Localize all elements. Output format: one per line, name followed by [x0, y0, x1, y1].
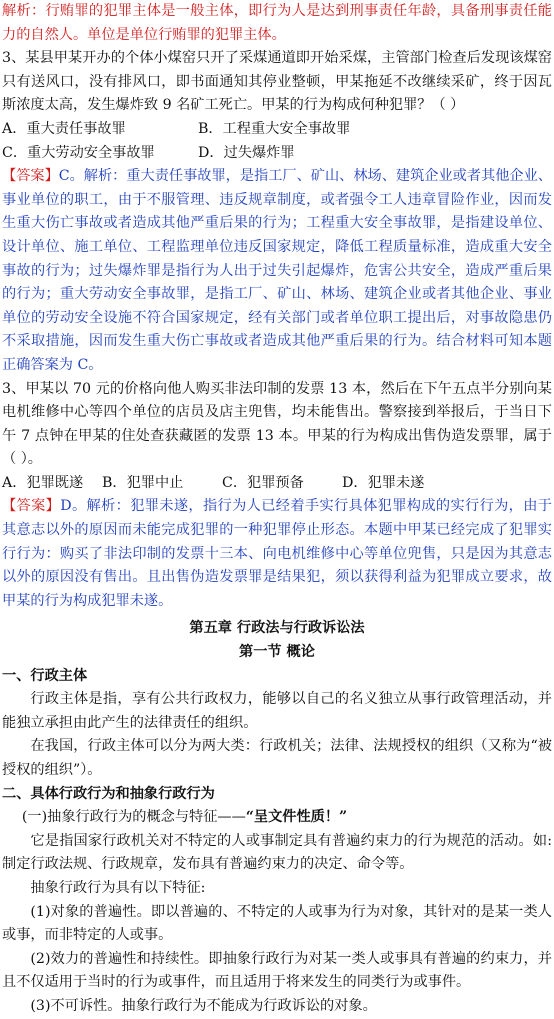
- question-3a-answer: [2, 165, 552, 377]
- subheading-abstract-act: [2, 806, 552, 830]
- subheading-text: (一)抽象行政行为的概念与特征——: [21, 809, 246, 826]
- section-title: 第一节 概论: [239, 644, 315, 661]
- question-3a-stem: 3、某县甲某开办的个体小煤窑只开了采煤通道即开始采煤，主管部门检查后发现该煤窑只有送风口，没有排风口，即书面通知其停业整顿，甲某拖延不改继续采矿，终于因瓦斯浓度太高，发生爆炸致 9 名矿工死亡。甲某的行为构成何种犯罪？（ ）: [2, 50, 552, 114]
- heading-administrative-acts: 二、具体行政行为和抽象行政行为: [2, 785, 215, 802]
- paragraph: 它是指国家行政机关对不特定的人或事制定具有普遍约束力的行为规范的活动。如:制定行政法规、行政规章，发布具有普遍约束力的决定、命令等。: [2, 832, 552, 873]
- option-c: C．犯罪预备: [222, 474, 304, 491]
- subheading-emphasis: “呈文件性质！”: [245, 809, 348, 826]
- answer-tag: 【答案】: [2, 498, 61, 515]
- heading-administrative-subject: 一、行政主体: [2, 667, 88, 684]
- option-d: D．犯罪未遂: [342, 474, 425, 491]
- question-3b-options: [2, 472, 552, 496]
- feature-item: (3)不可诉性。抽象行政行为不能成为行政诉讼的对象。: [30, 997, 377, 1014]
- answer-text: D。解析：犯罪未遂，指行为人已经着手实行具体犯罪构成的实行行为，由于其意志以外的原因而未能完成犯罪的一种犯罪停止形态。本题中甲某已经完成了犯罪实行行为：购买了非法印制的发票十三本、向电机维修中心等单位兜售，只是因为其意志以外的原因没有售出。且出售伪造发票罪是结果犯，须以获得利益为犯罪成立要求，故甲某的行为构成犯罪未遂。: [2, 498, 552, 609]
- question-3a-options-row2: [2, 142, 552, 166]
- previous-answer-analysis: 解析：行贿罪的犯罪主体是一般主体，即行为人是达到刑事责任年龄，具备刑事责任能力的自然人。单位是单位行贿罪的犯罪主体。: [2, 3, 552, 43]
- question-3b-stem: 3、甲某以 70 元的价格向他人购买非法印制的发票 13 本，然后在下午五点半分别向某电机维修中心等四个单位的店员及店主兜售，均未能售出。警察接到举报后，于当日下午 7 点钟在甲某的住处查获藏匿的发票 13 本。甲某的行为构成出售伪造发票罪，属于（ ）。: [2, 380, 552, 468]
- option-a: A．重大责任事故罪: [2, 120, 126, 137]
- chapter-title: 第五章 行政法与行政诉讼法: [189, 620, 365, 637]
- answer-text: C。解析：重大责任事故罪，是指工厂、矿山、林场、建筑企业或者其他企业、事业单位的职工，由于不服管理、违反规章制度，或者强令工人违章冒险作业，因而发生重大伤亡事故或者造成其他严重后果的行为；工程重大安全事故罪，是指建设单位、设计单位、施工单位、工程监理单位违反国家规定，降低工程质量标准，造成重大安全事故的行为；过失爆炸罪是指行为人出于过失引起爆炸，危害公共安全，造成严重后果的行为；重大劳动安全事故罪，是指工厂、矿山、林场、建筑企业或者其他企业、事业单位的劳动安全设施不符合国家规定，经有关部门或者单位职工提出后，对事故隐患仍不采取措施，因而发生重大伤亡事故或者造成其他严重后果的行为。结合材料可知本题正确答案为 C。: [2, 168, 552, 373]
- option-d: D．过失爆炸罪: [198, 144, 295, 161]
- answer-tag: 【答案】: [2, 168, 59, 185]
- paragraph: 行政主体是指，享有公共行政权力，能够以自己的名义独立从事行政管理活动，并能独立承担由此产生的法律责任的组织。: [2, 691, 552, 731]
- option-a: A．犯罪既遂: [2, 474, 84, 491]
- question-3a-options-row1: [2, 118, 552, 142]
- option-c: C．重大劳动安全事故罪: [2, 144, 155, 161]
- paragraph: 抽象行政行为具有以下特征:: [30, 879, 206, 896]
- option-b: B．犯罪中止: [102, 474, 184, 491]
- option-b: B．工程重大安全事故罪: [198, 120, 351, 137]
- feature-item: (2)效力的普遍性和持续性。即抽象行政行为对某一类人或事具有普遍的约束力，并且不仅适用于当时的行为或事件，而且适用于将来发生的同类行为或事件。: [2, 950, 552, 991]
- paragraph: 在我国，行政主体可以分为两大类：行政机关；法律、法规授权的组织（又称为“被授权的组织”）。: [2, 738, 552, 778]
- feature-item: (1)对象的普遍性。即以普遍的、不特定的人或事为行为对象，其针对的是某一类人或事，而非特定的人或事。: [2, 903, 552, 944]
- question-3b-answer: [2, 495, 552, 613]
